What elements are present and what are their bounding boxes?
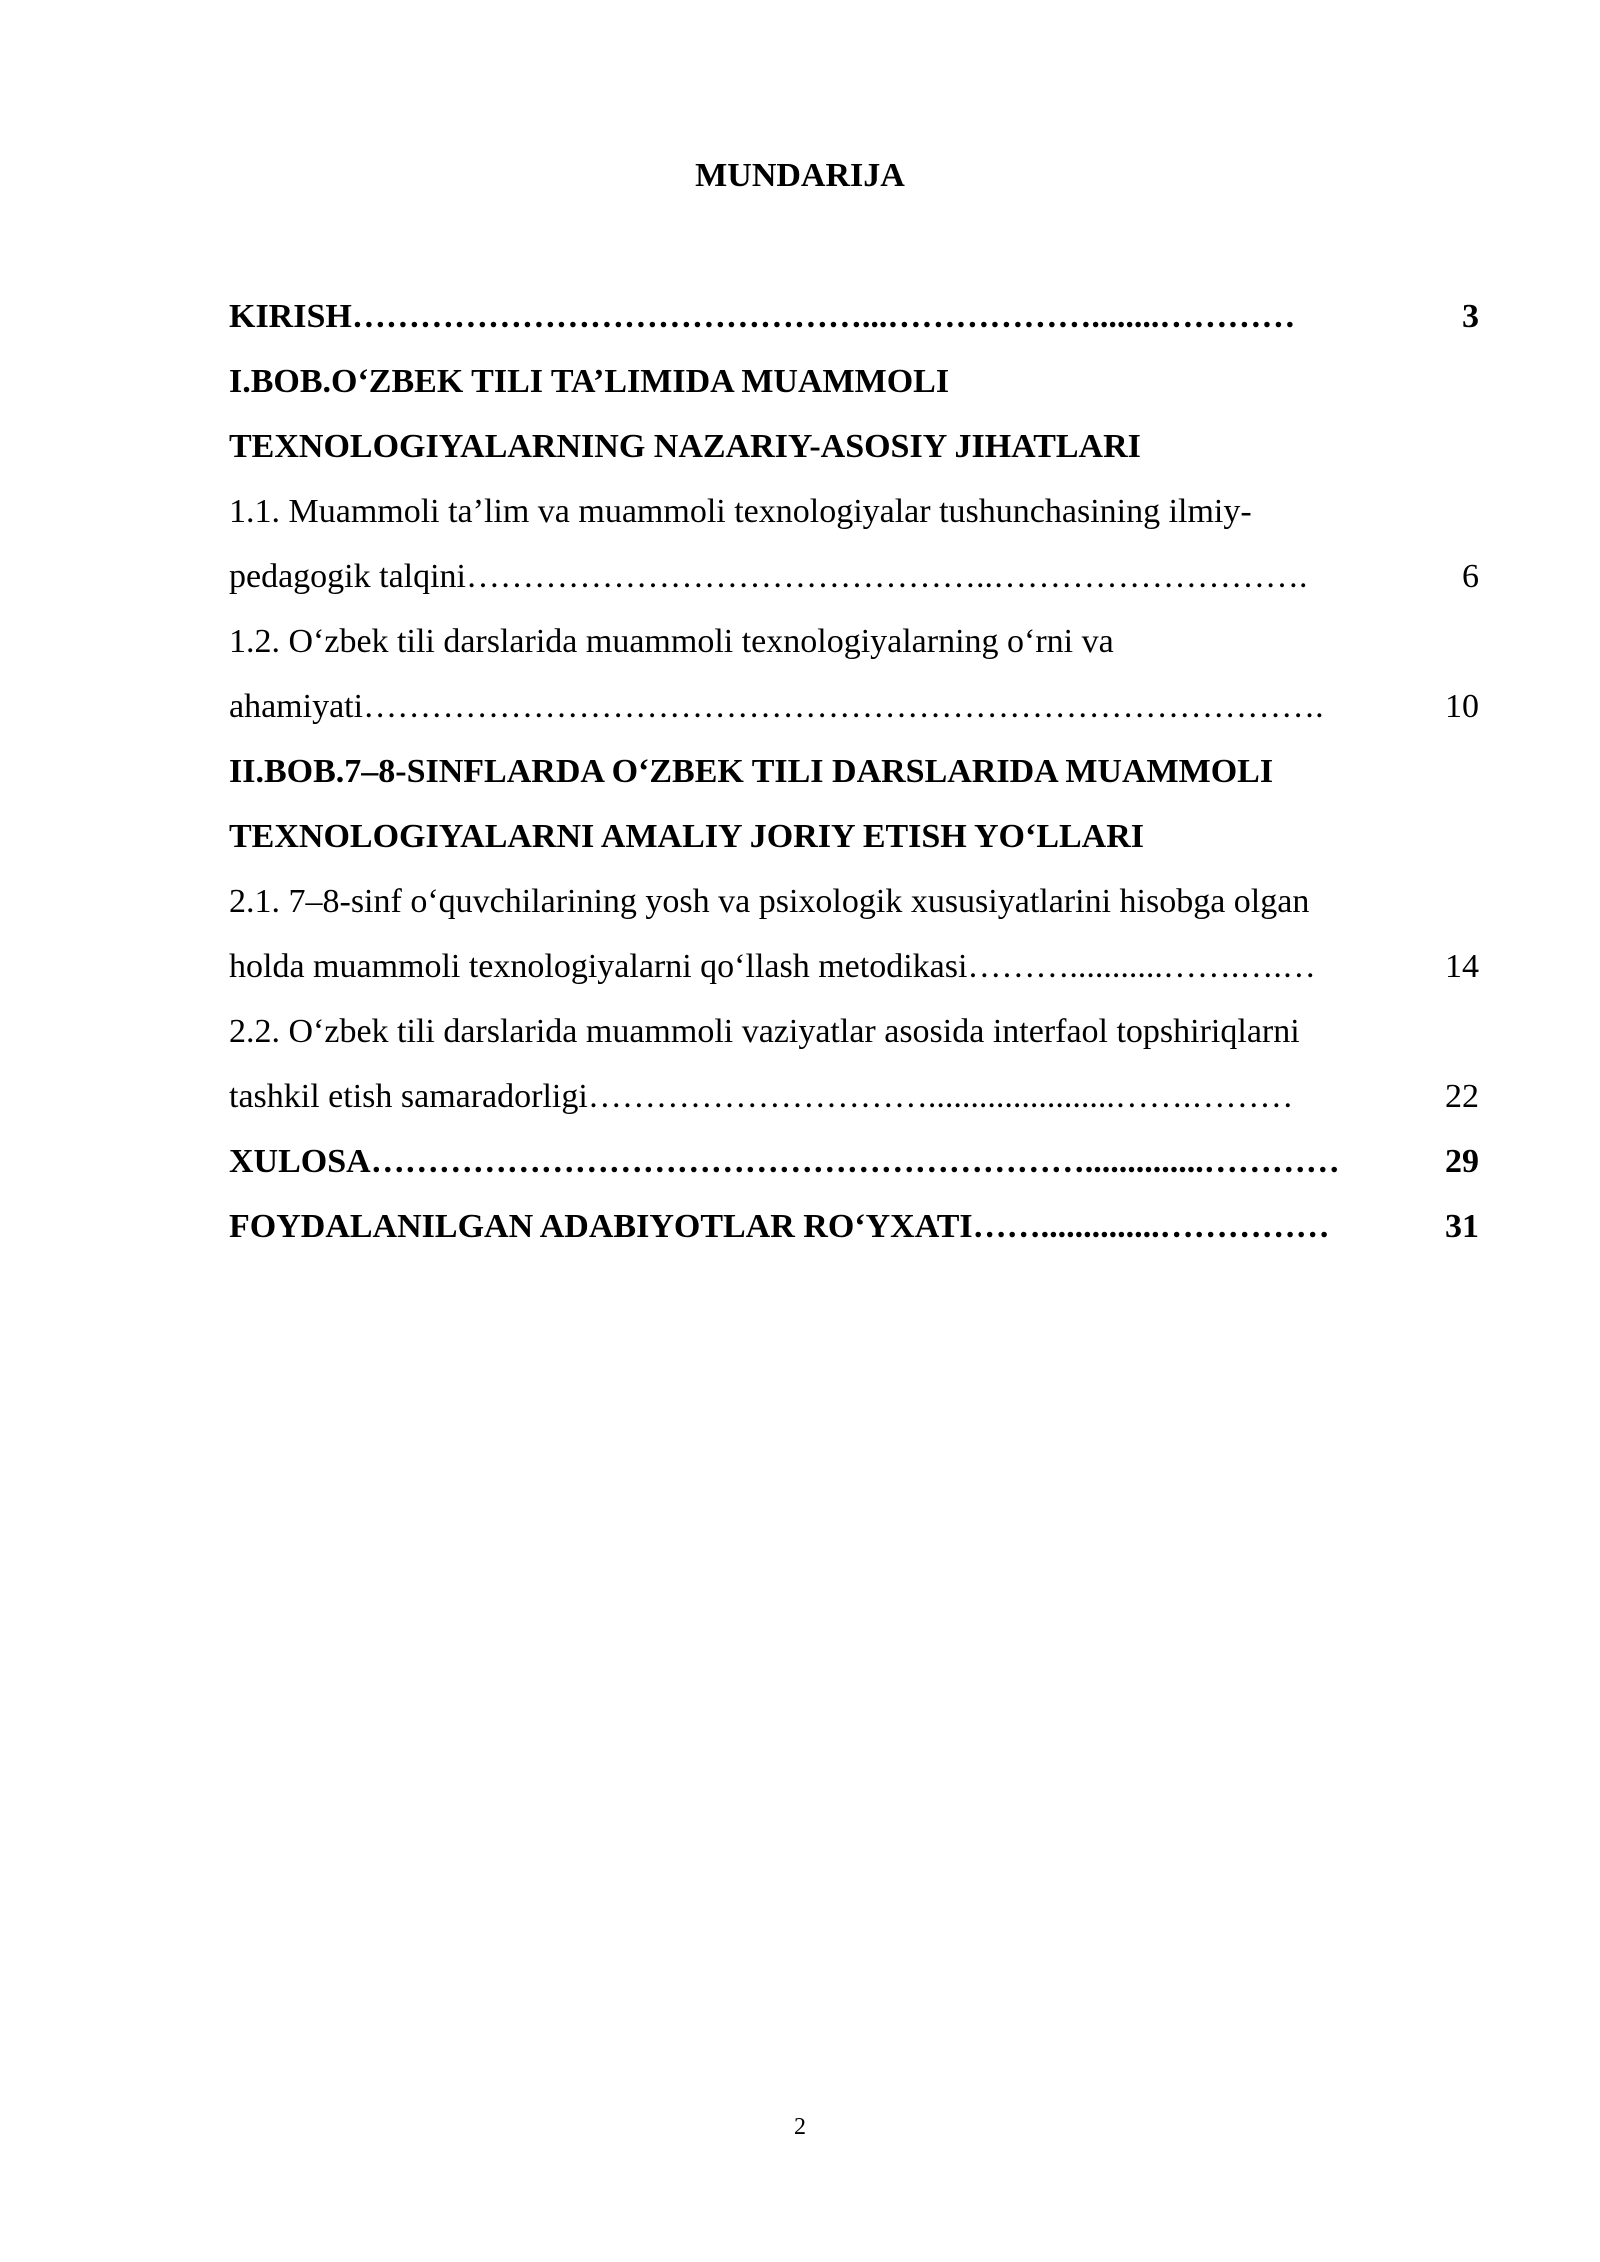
toc-section-2-1-line-1: 2.1. 7–8-sinf o‘quvchilarining yosh va psixologik xususiyatlarini hisobga olgan [229, 883, 1310, 920]
toc-section-1-1-line-1: 1.1. Muammoli ta’lim va muammoli texnologiyalar tushunchasining ilmiy- [229, 493, 1252, 530]
toc-page-number: 29 [1445, 1143, 1479, 1180]
toc-section-2-1-line-2 [229, 934, 1479, 999]
toc-page-number: 6 [1462, 558, 1479, 595]
toc-section-2-2-line-1: 2.2. O‘zbek tili darslarida muammoli vaziyatlar asosida interfaol topshiriqlarni [229, 1013, 1300, 1050]
toc-entry-text: holda muammoli texnologiyalarni qo‘llash metodikasi [229, 948, 968, 985]
toc-chapter-2-line-2: TEXNOLOGIYALARNI AMALIY JORIY ETISH YO‘LLARI [229, 818, 1145, 855]
page-title: MUNDARIJA [695, 157, 905, 194]
toc-entry-text: tashkil etish samaradorligi [229, 1078, 588, 1115]
table-of-contents [229, 284, 1479, 1259]
toc-entry-adabiyotlar [229, 1194, 1479, 1259]
toc-entry-kirish [229, 284, 1479, 349]
toc-entry-xulosa [229, 1129, 1479, 1194]
page-number: 2 [794, 2114, 806, 2140]
toc-entry-text: pedagogik talqini [229, 558, 467, 595]
toc-chapter-1-line-2: TEXNOLOGIYALARNING NAZARIY-ASOSIY JIHATLARI [229, 428, 1141, 465]
toc-entry-text: ahamiyati [229, 688, 364, 725]
toc-leader-dots: ………...........…….….… [967, 948, 1316, 985]
toc-section-1-2-line-2 [229, 674, 1479, 739]
toc-section-2-2-line-2 [229, 1064, 1479, 1129]
toc-leader-dots: …………………………………………………………………………. [363, 688, 1324, 725]
toc-leader-dots: …………………………......................…….……… [587, 1078, 1294, 1115]
toc-page-number: 31 [1445, 1208, 1479, 1245]
toc-leader-dots: ……..............…………… [972, 1208, 1330, 1245]
toc-page-number: 3 [1462, 298, 1479, 335]
toc-leader-dots: ………………………………………...………………........………… [351, 298, 1296, 335]
toc-chapter-1-line-1: I.BOB.O‘ZBEK TILI TA’LIMIDA MUAMMOLI [229, 363, 950, 400]
toc-entry-text: XULOSA [229, 1143, 371, 1180]
toc-chapter-2-line-1: II.BOB.7–8-SINFLARDA O‘ZBEK TILI DARSLARIDA MUAMMOLI [229, 753, 1274, 790]
toc-page-number: 14 [1445, 948, 1479, 985]
toc-entry-text: KIRISH [229, 298, 352, 335]
toc-leader-dots: ………………………………………..………………………. [466, 558, 1308, 595]
toc-section-1-1-line-2 [229, 544, 1479, 609]
toc-page-number: 10 [1445, 688, 1479, 725]
toc-section-1-2-line-1: 1.2. O‘zbek tili darslarida muammoli texnologiyalarning o‘rni va [229, 623, 1114, 660]
toc-leader-dots: ………………………………………………………..............………… [370, 1143, 1340, 1180]
toc-page-number: 22 [1445, 1078, 1479, 1115]
toc-entry-text: FOYDALANILGAN ADABIYOTLAR RO‘YXATI [229, 1208, 973, 1245]
